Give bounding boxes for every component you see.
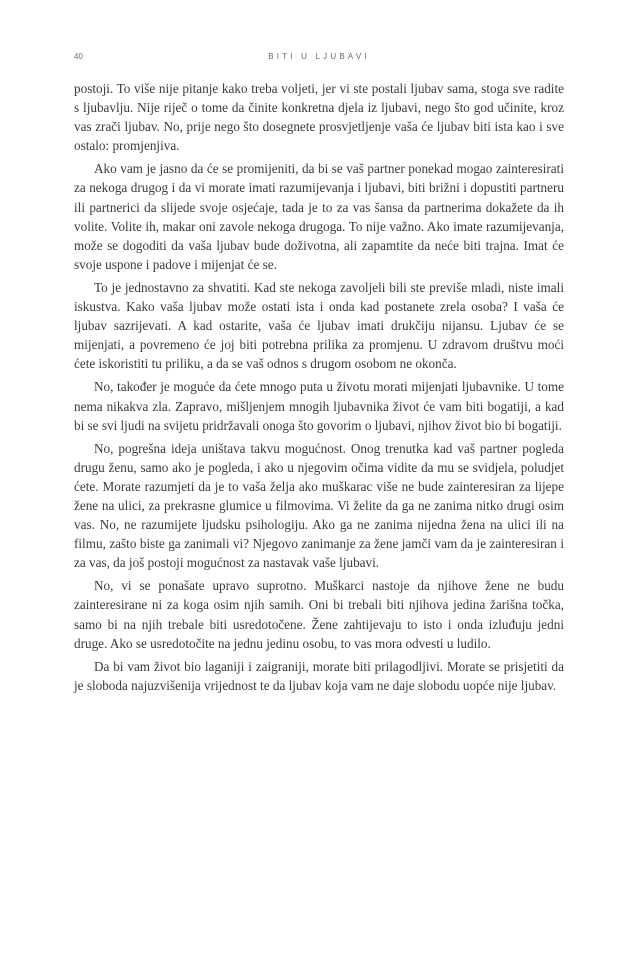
paragraph-continuation: postoji. To više nije pitanje kako treba voljeti, jer vi ste postali ljubav sama, stoga sve radite s ljubavlju. Nije riječ o tome da činite konkretna djela iz ljubavi, nego što god učinite, kroz vas zrači ljubav. No, prije nego što dosegnete prosvjetljenje vaša će ljubav biti ista kao i sve ostalo: promjenjiva.: [74, 81, 564, 154]
paragraph: Da bi vam život bio laganiji i zaigraniji, morate biti prilagodljivi. Morate se prisjetiti da je sloboda najuzvišenija vrijednost te da ljubav koja vam ne daje slobodu uopće nije ljubav.: [74, 658, 564, 693]
paragraph: To je jednostavno za shvatiti. Kad ste nekoga zavoljeli bili ste previše mladi, niste imali iskustva. Kako vaša ljubav može ostati ista i onda kad postanete zrela osoba? I vaša će ljubav sazrijevati. A kad ostarite, vaša će ljubav imati drukčiju nijansu. Ljubav će se mijenjati, a povremeno će joj biti potrebna prilika za promjenu. U zdravom društvu moći ćete iskoristiti tu priliku, a da se vaš odnos s drugom osobom ne okonča.: [74, 279, 564, 372]
running-head: [74, 52, 564, 68]
body-text: [74, 79, 564, 699]
paragraph: Ako vam je jasno da će se promijeniti, da bi se vaš partner ponekad mogao zainteresirati za nekoga drugog i da vi morate imati razumijevanja i ljubavi, biti brižni i dopustiti partneru ili partnerici da slijede svoje osjećaje, tada je to za vas šansa da partnerima dokažete da ih volite. Volite ih, makar oni zavole nekoga drugoga. To nije važno. Ako imate razumijevanja, može se dogoditi da vaša ljubav bude doživotna, ali zapamtite da neće biti trajna. Imat će svoje uspone i padove i mijenjat će se.: [74, 161, 564, 272]
paragraph: No, također je moguće da ćete mnogo puta u životu morati mijenjati ljubavnike. U tome nema nikakva zla. Zapravo, mišljenjem mnogih ljubavnika život će vam biti bogatiji, a kad bi se svi ljudi na svijetu pridržavali onoga što govorim o ljubavi, njihov život bio bi bogatiji.: [74, 379, 564, 433]
paragraph: No, vi se ponašate upravo suprotno. Muškarci nastoje da njihove žene ne budu zainteresirane ni za koga osim njih samih. Oni bi trebali biti njihova jedina žarišna točka, samo bi na njih trebale biti usredotočene. Žene zahtijevaju to isto i onda izluđuju jedni druge. Ako se usredotočite na jednu jedinu osobu, to vas mora odvesti u ludilo.: [74, 578, 564, 651]
paragraph: No, pogrešna ideja uništava takvu mogućnost. Onog trenutka kad vaš partner pogleda drugu ženu, samo ako je pogleda, i ako u njegovim očima vidite da mu se svidjela, poludjet ćete. Morate razumjeti da je to vaša želja ako muškarac više ne bude zainteresiran za lijepe žene na ulici, za prekrasne glumice u filmovima. Vi želite da ga ne zanima nitko drugi osim vas. No, ne razumijete ljudsku psihologiju. Ako ga ne zanima nijedna žena na ulici ili na filmu, zašto biste ga zanimali vi? Njegovo zanimanje za žene jamči vam da je zainteresiran i za vas, da još postoji mogućnost za nastavak vaše ljubavi.: [74, 440, 564, 571]
book-title: BITI U LJUBAVI: [268, 52, 370, 61]
page-number: 40: [74, 52, 83, 61]
